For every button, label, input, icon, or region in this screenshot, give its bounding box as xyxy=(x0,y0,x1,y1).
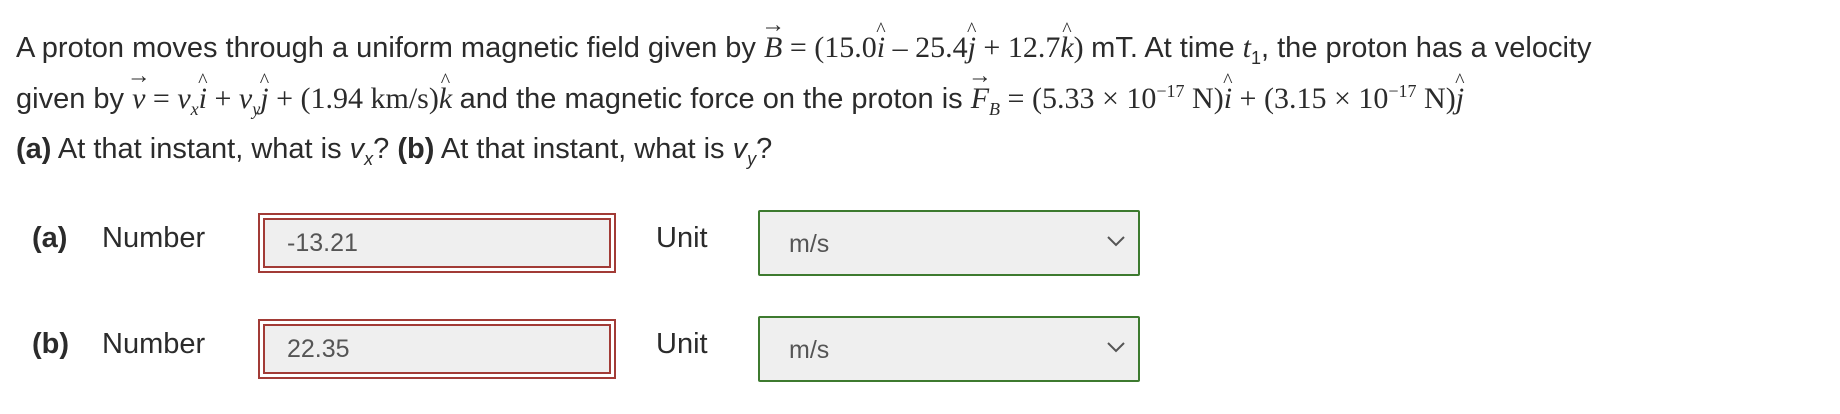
answer-input-b[interactable] xyxy=(263,324,611,374)
time-symbol: t xyxy=(1242,31,1251,64)
answer-row-a xyxy=(0,210,1840,276)
answer-label-a: (a) xyxy=(32,222,68,254)
answer-row-b xyxy=(0,316,1840,382)
number-label-b: Number xyxy=(102,328,206,360)
answer-label-b: (b) xyxy=(32,328,70,360)
chevron-down-icon xyxy=(1106,234,1126,248)
i-hat: ^ i xyxy=(877,22,885,73)
answer-input-a[interactable] xyxy=(263,218,611,268)
number-label-a: Number xyxy=(102,222,206,254)
answer-box-a xyxy=(258,213,616,273)
part-a-label: (a) xyxy=(16,133,52,165)
question-line-2: given by → $v = v_x\^{}$ $i + v_y\^{}$ j + (1.94 km/s)^ k and the magnetic force on the proton is → $F_B = (5.33 \times 10^{-17}$ N)^ $i + (3.15 \times 10^{-17}$ N)^ j xyxy=(16,73,1831,124)
b-vector-symbol: → B xyxy=(764,22,782,73)
unit-value-a: m/s xyxy=(789,230,830,258)
v-vector-symbol: → v xyxy=(132,73,145,124)
j-hat: ^ j xyxy=(968,22,976,73)
chevron-down-icon xyxy=(1106,340,1126,354)
k-hat: ^ k xyxy=(1060,22,1073,73)
question-text xyxy=(16,22,1831,175)
unit-select-b[interactable] xyxy=(758,316,1140,382)
question-line-1: A proton moves through a uniform magnetic field given by → B = (15.0^ i – 25.4^ j + 12.7^ k) mT. At time $t_1$, the proton has a velocity xyxy=(16,22,1831,73)
unit-value-b: m/s xyxy=(789,336,830,364)
unit-label-b: Unit xyxy=(656,328,708,360)
unit-select-a[interactable] xyxy=(758,210,1140,276)
question-line-3: (a) At that instant, what is $v_x$? (b) At that instant, what is $v_y$? xyxy=(16,133,773,169)
question-intro: A proton moves through a uniform magnetic field given by xyxy=(16,32,756,64)
f-vector-symbol: → F xyxy=(971,73,989,124)
answer-box-b xyxy=(258,319,616,379)
part-b-label: (b) xyxy=(397,133,435,165)
unit-label-a: Unit xyxy=(656,222,708,254)
